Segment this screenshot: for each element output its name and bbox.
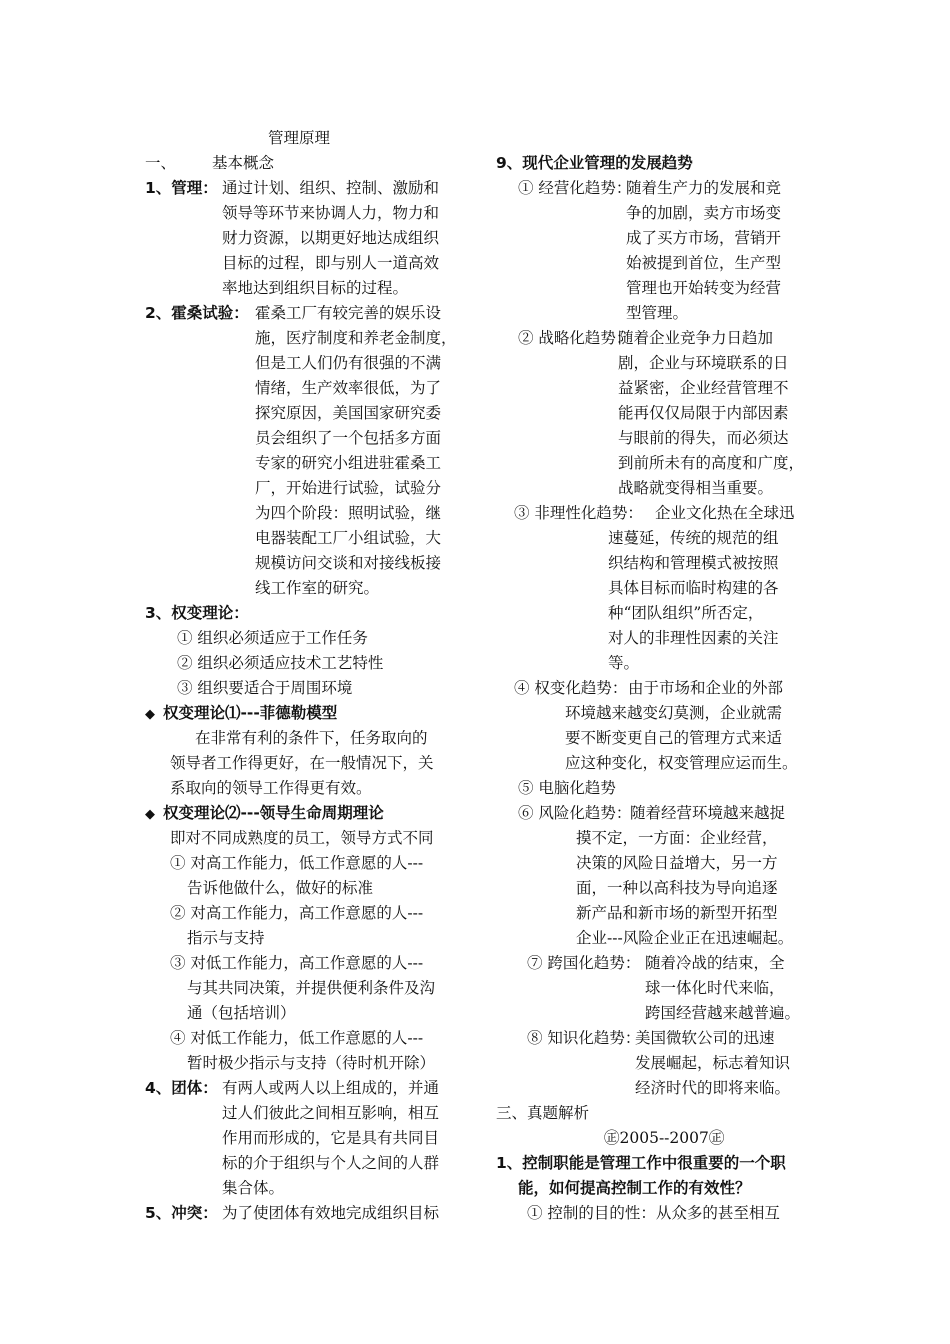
lifecycle-line: ④ 对低工作能力，低工作意愿的人--- [170, 1029, 424, 1047]
item-2-line: 探究原因，美国国家研究委 [255, 404, 442, 422]
lifecycle-line: 暂时极少指示与支持（待时机开除） [187, 1054, 436, 1072]
trend-2-line: 剧，企业与环境联系的日 [618, 354, 789, 372]
trend-1-line: 成了买方市场，营销开 [626, 229, 782, 247]
item-1-line: 财力资源，以期更好地达成组织 [222, 229, 440, 247]
diamond-bullet-icon: ◆ [145, 707, 155, 722]
trend-3-line: 速蔓延，传统的规范的组 [608, 529, 779, 547]
fiedler-text-line: 在非常有利的条件下，任务取向的 [195, 729, 428, 747]
trend-1-line: 随着生产力的发展和竞 [626, 179, 782, 197]
item-4-line: 作用而形成的，它是具有共同目 [222, 1129, 440, 1147]
contingency-fiedler-title: 权变理论⑴---菲德勒模型 [163, 704, 338, 722]
item-4-line: 有两人或两人以上组成的，并通 [222, 1079, 440, 1097]
trend-4-line: 环境越来越变幻莫测，企业就需 [565, 704, 783, 722]
item-9-heading: 9、现代企业管理的发展趋势 [496, 154, 693, 172]
trend-4-line: 要不断变更自己的管理方式来适 [565, 729, 783, 747]
trend-4-label: ④ 权变化趋势： [514, 679, 628, 697]
item-1-label: 1、管理： [145, 179, 218, 197]
trend-8-line: 发展崛起，标志着知识 [635, 1054, 791, 1072]
item-3-point: ③ 组织要适合于周围环境 [177, 679, 353, 697]
item-5-line: 为了使团体有效地完成组织目标 [222, 1204, 440, 1222]
item-1-line: 领导等环节来协调人力，物力和 [222, 204, 440, 222]
item-2-line: 施，医疗制度和养老金制度， [255, 329, 457, 347]
trend-3-line: 等。 [608, 654, 640, 672]
trend-6-label: ⑥ 风险化趋势： [518, 804, 632, 822]
diamond-bullet-icon: ◆ [145, 807, 155, 822]
contingency-fiedler-heading [145, 702, 337, 726]
trend-3-line: 织结构和管理模式被按照 [608, 554, 779, 572]
trend-1-line: 管理也开始转变为经营 [626, 279, 782, 297]
fiedler-text-line: 系取向的领导工作得更有效。 [170, 779, 372, 797]
trend-6-line: 随着经营环境越来越捉 [630, 804, 786, 822]
lifecycle-line: ① 对高工作能力，低工作意愿的人--- [170, 854, 424, 872]
item-5-label: 5、冲突： [145, 1204, 218, 1222]
trend-2-label: ② 战略化趋势： [518, 329, 632, 347]
item-2-line: 为四个阶段：照明试验，继 [255, 504, 442, 522]
trend-7-line: 跨国经营越来越普遍。 [645, 1004, 801, 1022]
item-1-line: 目标的过程，即与别人一道高效 [222, 254, 440, 272]
trend-1-line: 始被提到首位，生产型 [626, 254, 782, 272]
trend-2-line: 与眼前的得失，而必须达 [618, 429, 789, 447]
item-2-line: 霍桑工厂有较完善的娱乐设 [255, 304, 442, 322]
trend-6-line: 企业---风险企业正在迅速崛起。 [576, 929, 794, 947]
lifecycle-line: 通（包括培训） [187, 1004, 296, 1022]
item-4-line: 集合体。 [222, 1179, 285, 1197]
trend-8-line: 美国微软公司的迅速 [635, 1029, 775, 1047]
contingency-lifecycle-title: 权变理论⑵---领导生命周期理论 [163, 804, 384, 822]
exam-years: ㊣2005--2007㊣ [604, 1129, 725, 1147]
item-2-line: 电器装配工厂小组试验，大 [255, 529, 442, 547]
trend-1-label: ① 经营化趋势： [518, 179, 632, 197]
trend-2-line: 到前所未有的高度和广度， [618, 454, 805, 472]
contingency-lifecycle-heading [145, 802, 384, 826]
item-3-point: ② 组织必须适应技术工艺特性 [177, 654, 384, 672]
trend-5-label: ⑤ 电脑化趋势 [518, 779, 616, 797]
trend-3-line: 种“团队组织”所否定， [608, 604, 764, 622]
trend-8-label: ⑧ 知识化趋势： [527, 1029, 641, 1047]
item-4-label: 4、团体： [145, 1079, 218, 1097]
lifecycle-line: ② 对高工作能力，高工作意愿的人--- [170, 904, 424, 922]
lifecycle-line: ③ 对低工作能力，高工作意愿的人--- [170, 954, 424, 972]
trend-4-line: 应这种变化，权变管理应运而生。 [565, 754, 798, 772]
item-4-line: 标的介于组织与个人之间的人群 [222, 1154, 440, 1172]
trend-3-line: 企业文化热在全球迅 [655, 504, 795, 522]
trend-6-line: 面，一种以高科技为导向追逐 [576, 879, 778, 897]
trend-6-line: 决策的风险日益增大，另一方 [576, 854, 778, 872]
item-2-line: 专家的研究小组进驻霍桑工 [255, 454, 442, 472]
section-3-title: 三、真题解析 [496, 1104, 590, 1122]
trend-3-label: ③ 非理性化趋势： [514, 504, 643, 522]
item-2-line: 员会组织了一个包括多方面 [255, 429, 442, 447]
trend-1-line: 型管理。 [626, 304, 689, 322]
section-1-number: 一、 [145, 154, 177, 172]
item-3-label: 3、权变理论： [145, 604, 249, 622]
page-title: 管理原理 [268, 129, 331, 147]
item-1-line: 通过计划、组织、控制、激励和 [222, 179, 440, 197]
trend-7-label: ⑦ 跨国化趋势： [527, 954, 641, 972]
trend-2-line: 能再仅仅局限于内部因素 [618, 404, 789, 422]
section-1-title: 基本概念 [212, 154, 275, 172]
question-1-line: 1、控制职能是管理工作中很重要的一个职 [496, 1154, 786, 1172]
trend-7-line: 随着冷战的结束，全 [645, 954, 785, 972]
trend-1-line: 争的加剧，卖方市场变 [626, 204, 782, 222]
lifecycle-line: 告诉他做什么，做好的标准 [187, 879, 374, 897]
item-2-label: 2、霍桑试验： [145, 304, 249, 322]
trend-2-line: 战略就变得相当重要。 [618, 479, 774, 497]
trend-2-line: 随着企业竞争力日趋加 [618, 329, 774, 347]
fiedler-text-line: 领导者工作得更好，在一般情况下，关 [170, 754, 434, 772]
item-2-line: 线工作室的研究。 [255, 579, 380, 597]
trend-6-line: 摸不定，一方面：企业经营， [576, 829, 778, 847]
question-1-line: 能，如何提高控制工作的有效性？ [518, 1179, 751, 1197]
lifecycle-intro: 即对不同成熟度的员工，领导方式不同 [170, 829, 434, 847]
trend-3-line: 具体目标而临时构建的各 [608, 579, 779, 597]
trend-8-line: 经济时代的即将来临。 [635, 1079, 791, 1097]
question-1-answer-1: ① 控制的目的性：从众多的甚至相互 [527, 1204, 780, 1222]
item-3-point: ① 组织必须适应于工作任务 [177, 629, 368, 647]
item-2-line: 规模访问交谈和对接线板接 [255, 554, 442, 572]
trend-4-line: 由于市场和企业的外部 [628, 679, 784, 697]
trend-3-line: 对人的非理性因素的关注 [608, 629, 779, 647]
item-2-line: 情绪，生产效率很低，为了 [255, 379, 442, 397]
item-1-line: 率地达到组织目标的过程。 [222, 279, 409, 297]
trend-7-line: 球一体化时代来临， [645, 979, 785, 997]
item-2-line: 厂，开始进行试验，试验分 [255, 479, 442, 497]
item-2-line: 但是工人们仍有很强的不满 [255, 354, 442, 372]
item-4-line: 过人们彼此之间相互影响，相互 [222, 1104, 440, 1122]
trend-6-line: 新产品和新市场的新型开拓型 [576, 904, 778, 922]
lifecycle-line: 与其共同决策，并提供便利条件及沟 [187, 979, 436, 997]
trend-2-line: 益紧密，企业经营管理不 [618, 379, 789, 397]
lifecycle-line: 指示与支持 [187, 929, 265, 947]
